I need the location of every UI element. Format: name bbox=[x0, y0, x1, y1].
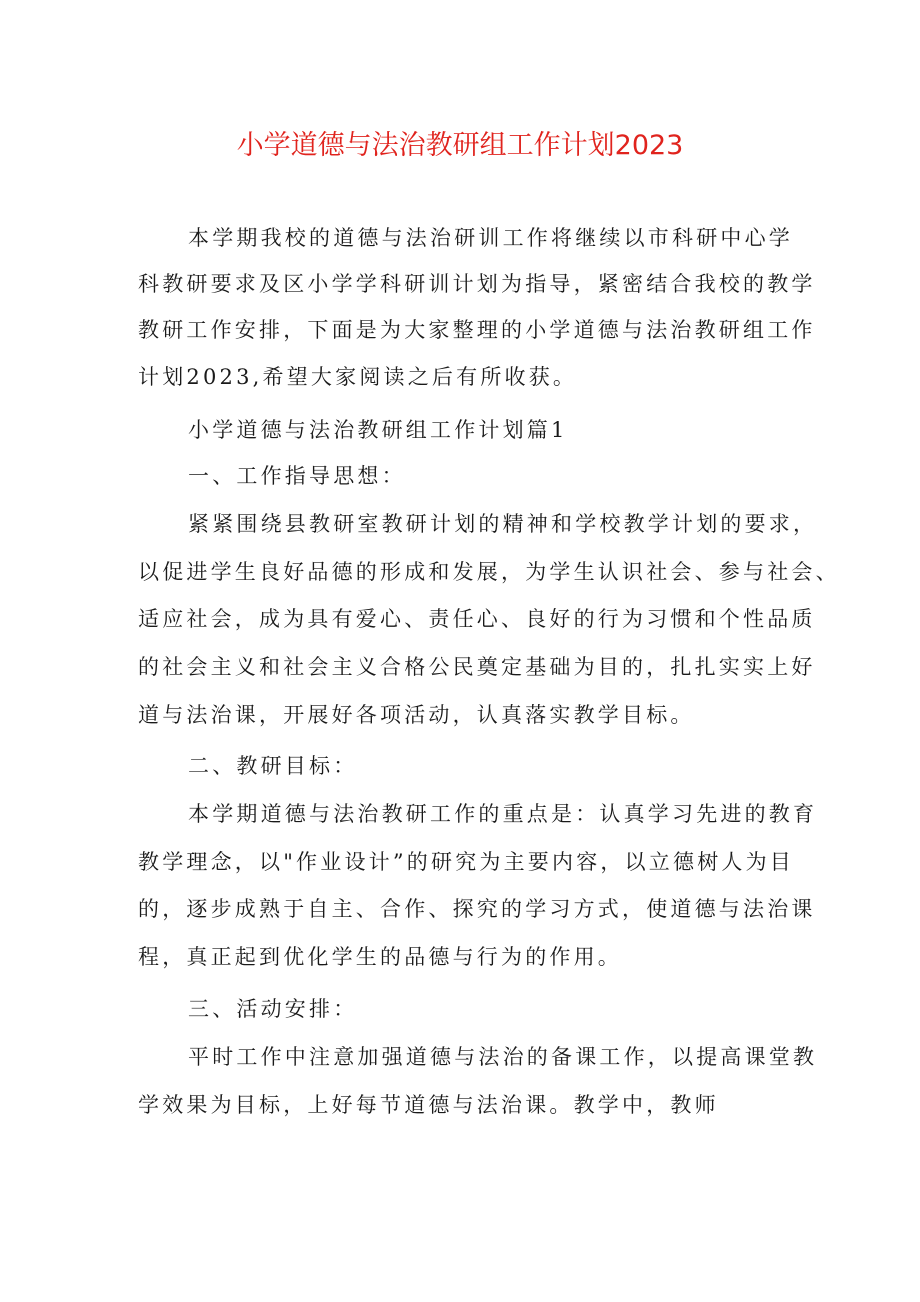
paragraph-line: 的社会主义和社会主义合格公民奠定基础为目的，扎扎实实上好 bbox=[138, 655, 816, 679]
section-heading: 小学道德与法治教研组工作计划篇1 bbox=[188, 418, 568, 442]
paragraph-line: 的，逐步成熟于自主、合作、探究的学习方式，使道德与法治课 bbox=[138, 897, 816, 921]
document-title: 小学道德与法治教研组工作计划2023 bbox=[236, 130, 684, 161]
paragraph-line: 以促进学生良好品德的形成和发展，为学生认识社会、参与社会、 bbox=[138, 560, 840, 584]
paragraph-line: 适应社会，成为具有爱心、责任心、良好的行为习惯和个性品质 bbox=[138, 607, 816, 631]
paragraph-line: 本学期我校的道德与法治研训工作将继续以市科研中心学 bbox=[188, 226, 793, 250]
paragraph-line: 程，真正起到优化学生的品德与行为的作用。 bbox=[138, 945, 622, 969]
paragraph-line: 计划2023,希望大家阅读之后有所收获。 bbox=[138, 365, 578, 389]
paragraph-line: 教研工作安排，下面是为大家整理的小学道德与法治教研组工作 bbox=[138, 318, 816, 342]
section-heading: 一、工作指导思想： bbox=[188, 464, 406, 488]
paragraph-line: 学效果为目标，上好每节道德与法治课。教学中，教师 bbox=[138, 1093, 719, 1117]
paragraph-line: 科教研要求及区小学学科研训计划为指导，紧密结合我校的教学 bbox=[138, 272, 816, 296]
section-heading: 二、教研目标： bbox=[188, 754, 358, 778]
paragraph-line: 教学理念，以"作业设计”的研究为主要内容，以立德树人为目 bbox=[138, 850, 794, 874]
paragraph-line: 紧紧围绕县教研室教研计划的精神和学校教学计划的要求， bbox=[188, 512, 818, 536]
paragraph-line: 本学期道德与法治教研工作的重点是：认真学习先进的教育 bbox=[188, 802, 818, 826]
paragraph-line: 道与法治课，开展好各项活动，认真落实教学目标。 bbox=[138, 703, 695, 727]
section-heading: 三、活动安排： bbox=[188, 997, 358, 1021]
paragraph-line: 平时工作中注意加强道德与法治的备课工作，以提高课堂教 bbox=[188, 1045, 818, 1069]
